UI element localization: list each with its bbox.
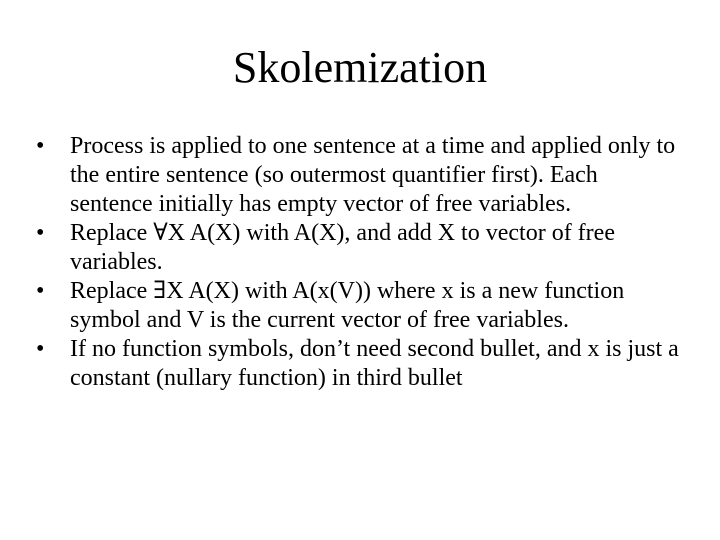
bullet-marker: •	[36, 336, 45, 362]
bullet-item-4	[36, 335, 686, 393]
bullet-item-3	[36, 277, 686, 335]
bullet-item-1	[36, 132, 686, 219]
bullet-text-2: Replace ∀X A(X) with A(X), and add X to vector of free variables.	[70, 220, 615, 275]
bullet-text-3: Replace ∃X A(X) with A(x(V)) where x is a new function symbol and V is the current vector of free variables.	[70, 278, 625, 333]
bullet-list	[36, 132, 686, 393]
bullet-text-4: If no function symbols, don’t need second bullet, and x is just a constant (nullary function) in third bullet	[70, 336, 679, 391]
bullet-marker: •	[36, 220, 45, 246]
slide-title: Skolemization	[232, 43, 488, 92]
bullet-marker: •	[36, 133, 45, 159]
bullet-marker: •	[36, 278, 45, 304]
bullet-text-1: Process is applied to one sentence at a time and applied only to the entire sentence (so outermost quantifier first). Each sentence initially has empty vector of free variables.	[70, 133, 676, 217]
bullet-item-2	[36, 219, 686, 277]
